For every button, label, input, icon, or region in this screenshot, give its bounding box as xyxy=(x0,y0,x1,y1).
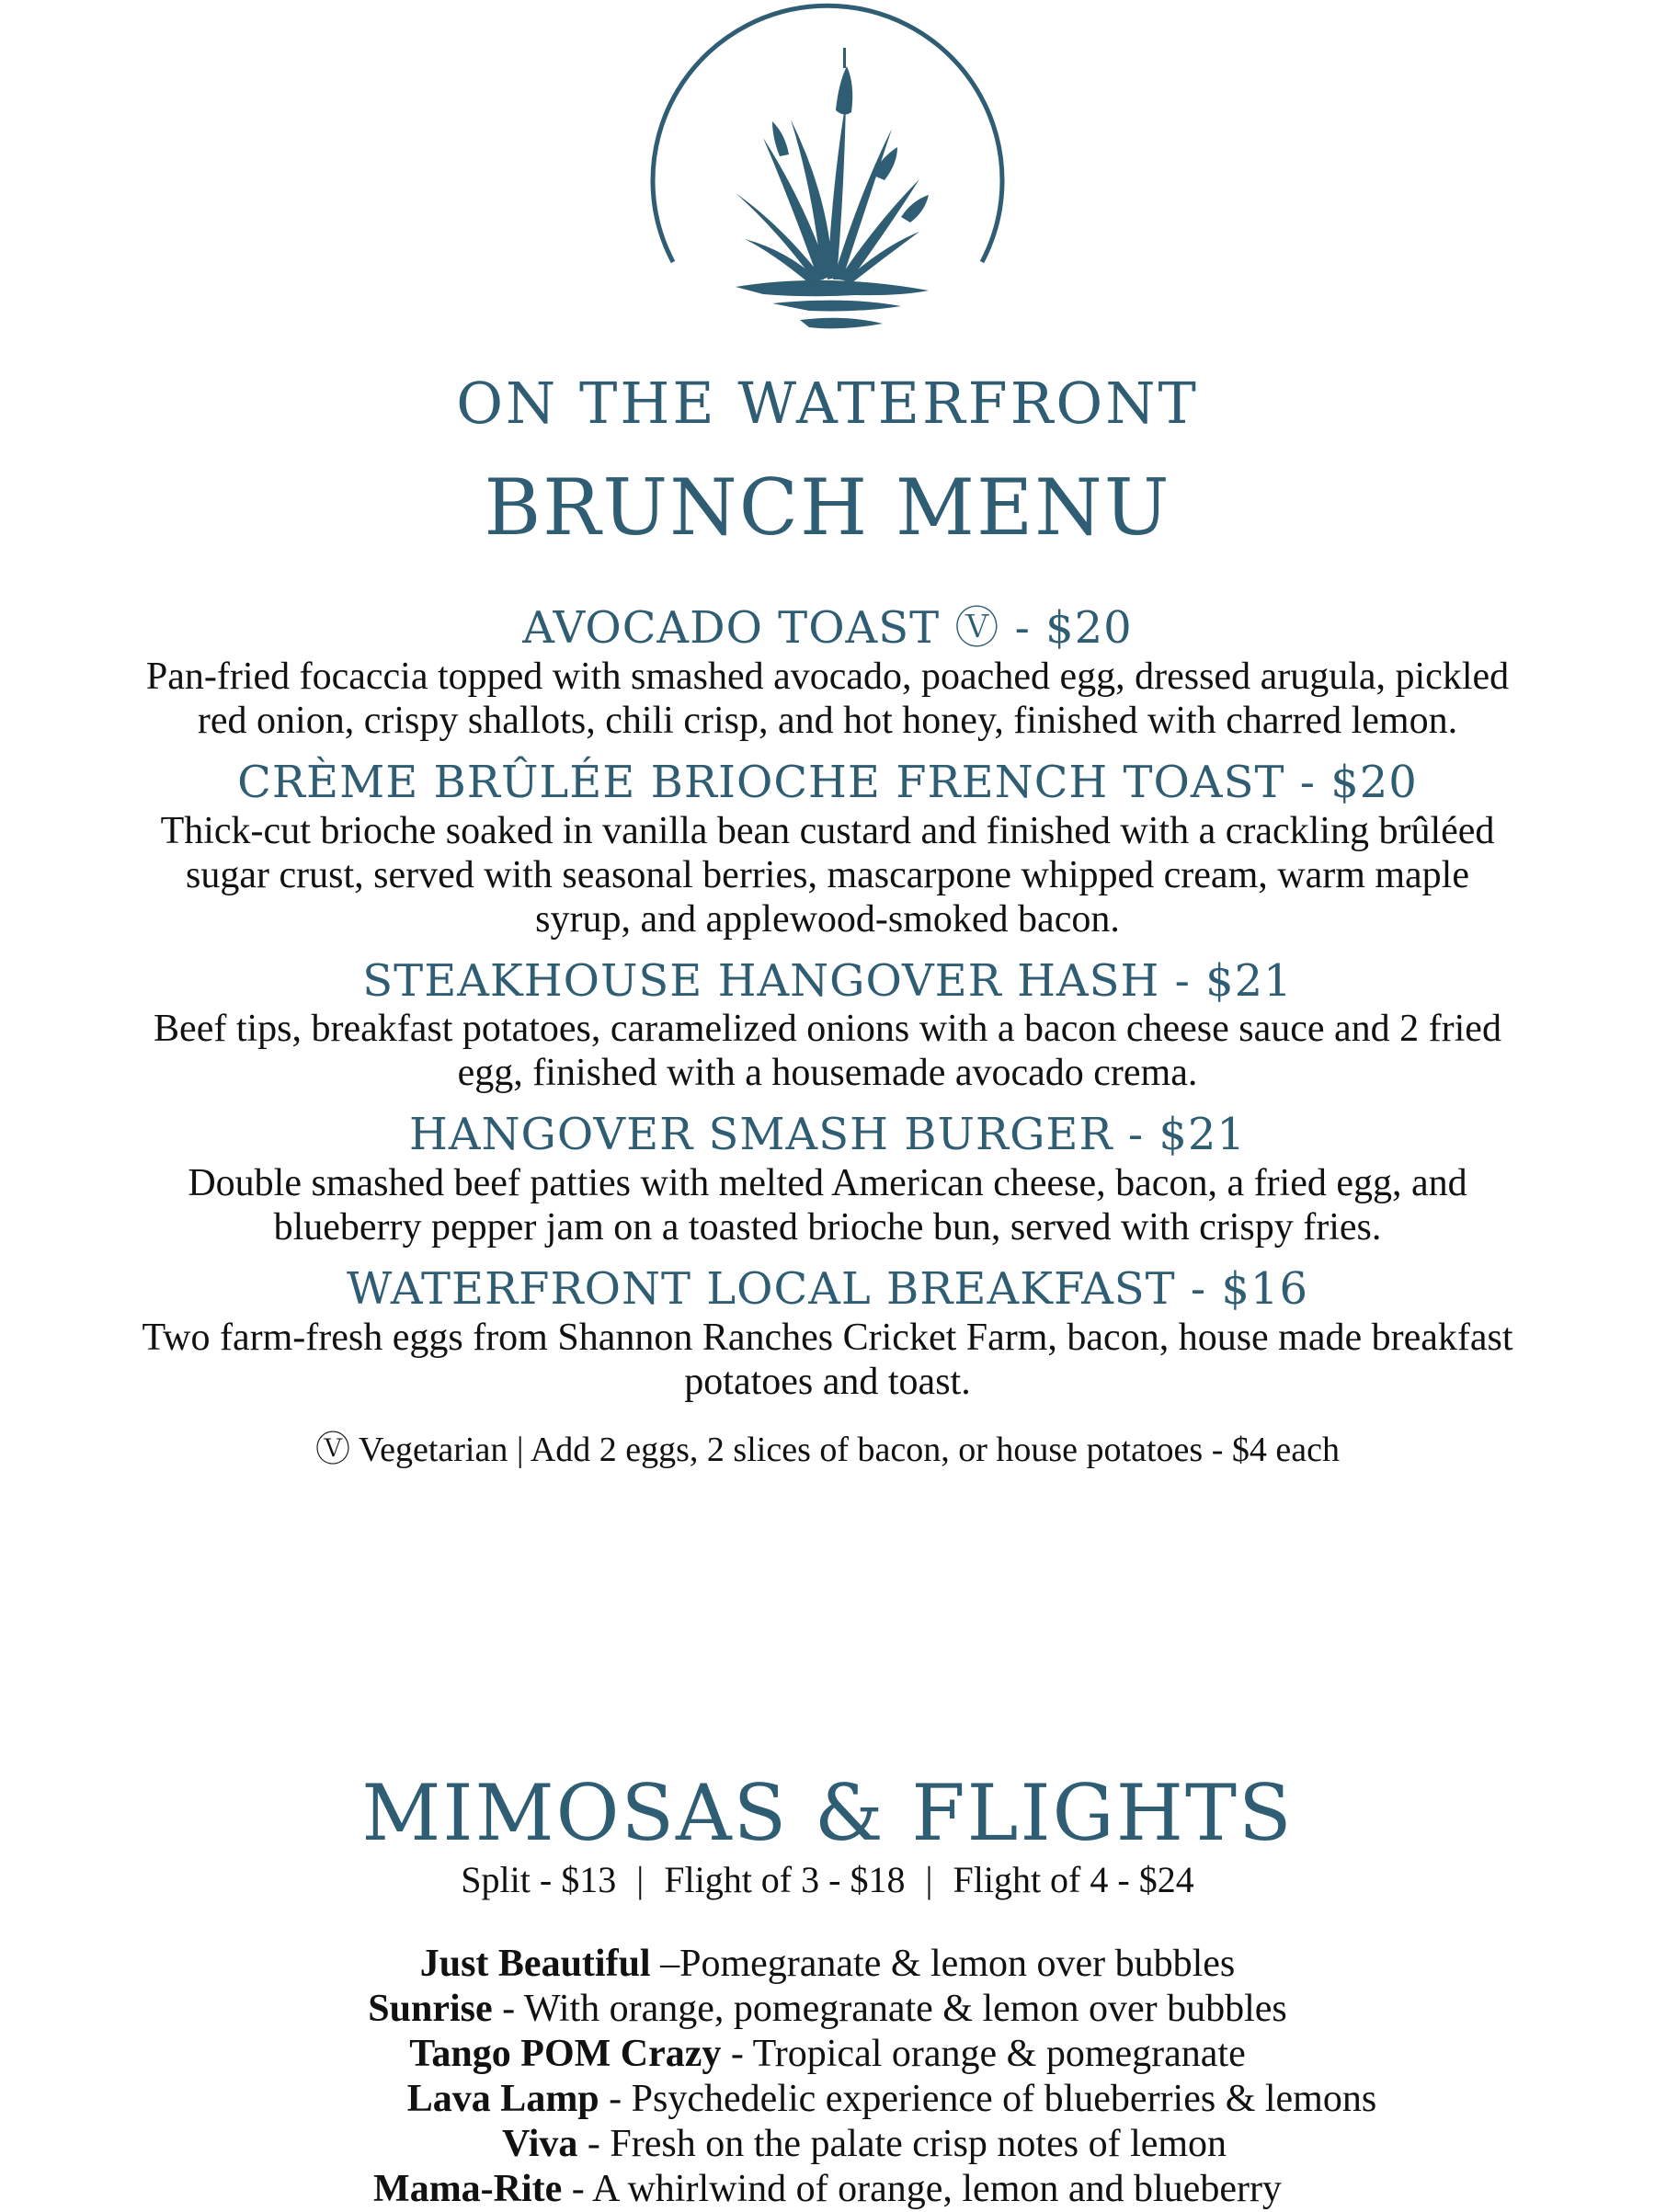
mimosa-name: Just Beautiful xyxy=(419,1943,651,1985)
menu-item-title: CRÈME BRÛLÉE BRIOCHE FRENCH TOAST - $20 xyxy=(237,756,1418,808)
mimosa-name: Sunrise xyxy=(368,1988,493,2030)
price-separator: | xyxy=(636,1859,645,1900)
price-separator: | xyxy=(925,1859,933,1900)
mimosa-item xyxy=(138,1987,1517,2032)
mimosa-item xyxy=(138,1942,1517,1987)
menu-item-description: Pan-fried focaccia topped with smashed avocado, poached egg, dressed arugula, pickled red onion, crispy shallots, chili crisp, and hot honey, finished with charred lemon. xyxy=(145,655,1510,742)
menu-item xyxy=(138,954,1517,1096)
menu-item xyxy=(138,1263,1517,1404)
cattail-logo-icon xyxy=(625,0,1030,368)
menu-item-title: HANGOVER SMASH BURGER - $21 xyxy=(409,1109,1246,1161)
mimosa-item xyxy=(138,2167,1517,2212)
mimosa-name: Mama-Rite xyxy=(373,2168,563,2210)
menu-item-description: Thick-cut brioche soaked in vanilla bean custard and finished with a crackling brûléed sugar crust, served with seasonal berries, mascarpone whipped cream, warm maple syrup, and applewood-smoked bacon. xyxy=(160,809,1495,941)
menu-item-title: AVOCADO TOAST Ⓥ - $20 xyxy=(522,602,1133,654)
price-flight-3: Flight of 3 - $18 xyxy=(664,1859,906,1900)
mimosa-item xyxy=(138,2077,1517,2122)
brunch-items-list xyxy=(138,602,1517,1470)
mimosa-item xyxy=(138,2032,1517,2077)
menu-item-title: STEAKHOUSE HANGOVER HASH - $21 xyxy=(362,954,1293,1007)
vegetarian-note: Ⓥ Vegetarian | Add 2 eggs, 2 slices of bacon, or house potatoes - $4 each xyxy=(315,1431,1340,1470)
menu-item-title: WATERFRONT LOCAL BREAKFAST - $16 xyxy=(346,1263,1309,1316)
mimosa-item xyxy=(138,2122,1517,2167)
mimosa-description: - Psychedelic experience of blueberries & lemons xyxy=(599,2078,1377,2120)
menu-title: BRUNCH MENU xyxy=(484,462,1171,553)
menu-item-description: Beef tips, breakfast potatoes, caramelized onions with a bacon cheese sauce and 2 fried egg, finished with a housemade avocado crema. xyxy=(154,1008,1501,1095)
mimosa-description: - With orange, pomegranate & lemon over bubbles xyxy=(492,1988,1287,2030)
mimosa-description: - Fresh on the palate crisp notes of lemon xyxy=(577,2123,1227,2165)
mimosa-description: - A whirlwind of orange, lemon and blueberry xyxy=(562,2168,1282,2210)
price-split: Split - $13 xyxy=(461,1859,617,1900)
mimosa-name: Tango POM Crazy xyxy=(409,2033,722,2075)
menu-item-description: Two farm-fresh eggs from Shannon Ranches Cricket Farm, bacon, house made breakfast potatoes and toast. xyxy=(142,1317,1513,1404)
mimosa-name: Lava Lamp xyxy=(406,2078,599,2120)
restaurant-name: ON THE WATERFRONT xyxy=(456,370,1199,437)
mimosa-name: Viva xyxy=(501,2123,578,2165)
menu-item xyxy=(138,756,1517,941)
menu-item xyxy=(138,602,1517,743)
menu-item-description: Double smashed beef patties with melted American cheese, bacon, a fried egg, and blueberry pepper jam on a toasted brioche bun, served with crispy fries. xyxy=(188,1162,1467,1249)
mimosas-title: MIMOSAS & FLIGHTS xyxy=(361,1768,1294,1858)
menu-item xyxy=(138,1109,1517,1249)
mimosa-description: –Pomegranate & lemon over bubbles xyxy=(650,1943,1236,1985)
mimosa-description: - Tropical orange & pomegranate xyxy=(721,2033,1246,2075)
mimosa-prices xyxy=(0,1859,1655,1901)
price-flight-4: Flight of 4 - $24 xyxy=(953,1859,1194,1900)
mimosa-list xyxy=(138,1942,1517,2212)
